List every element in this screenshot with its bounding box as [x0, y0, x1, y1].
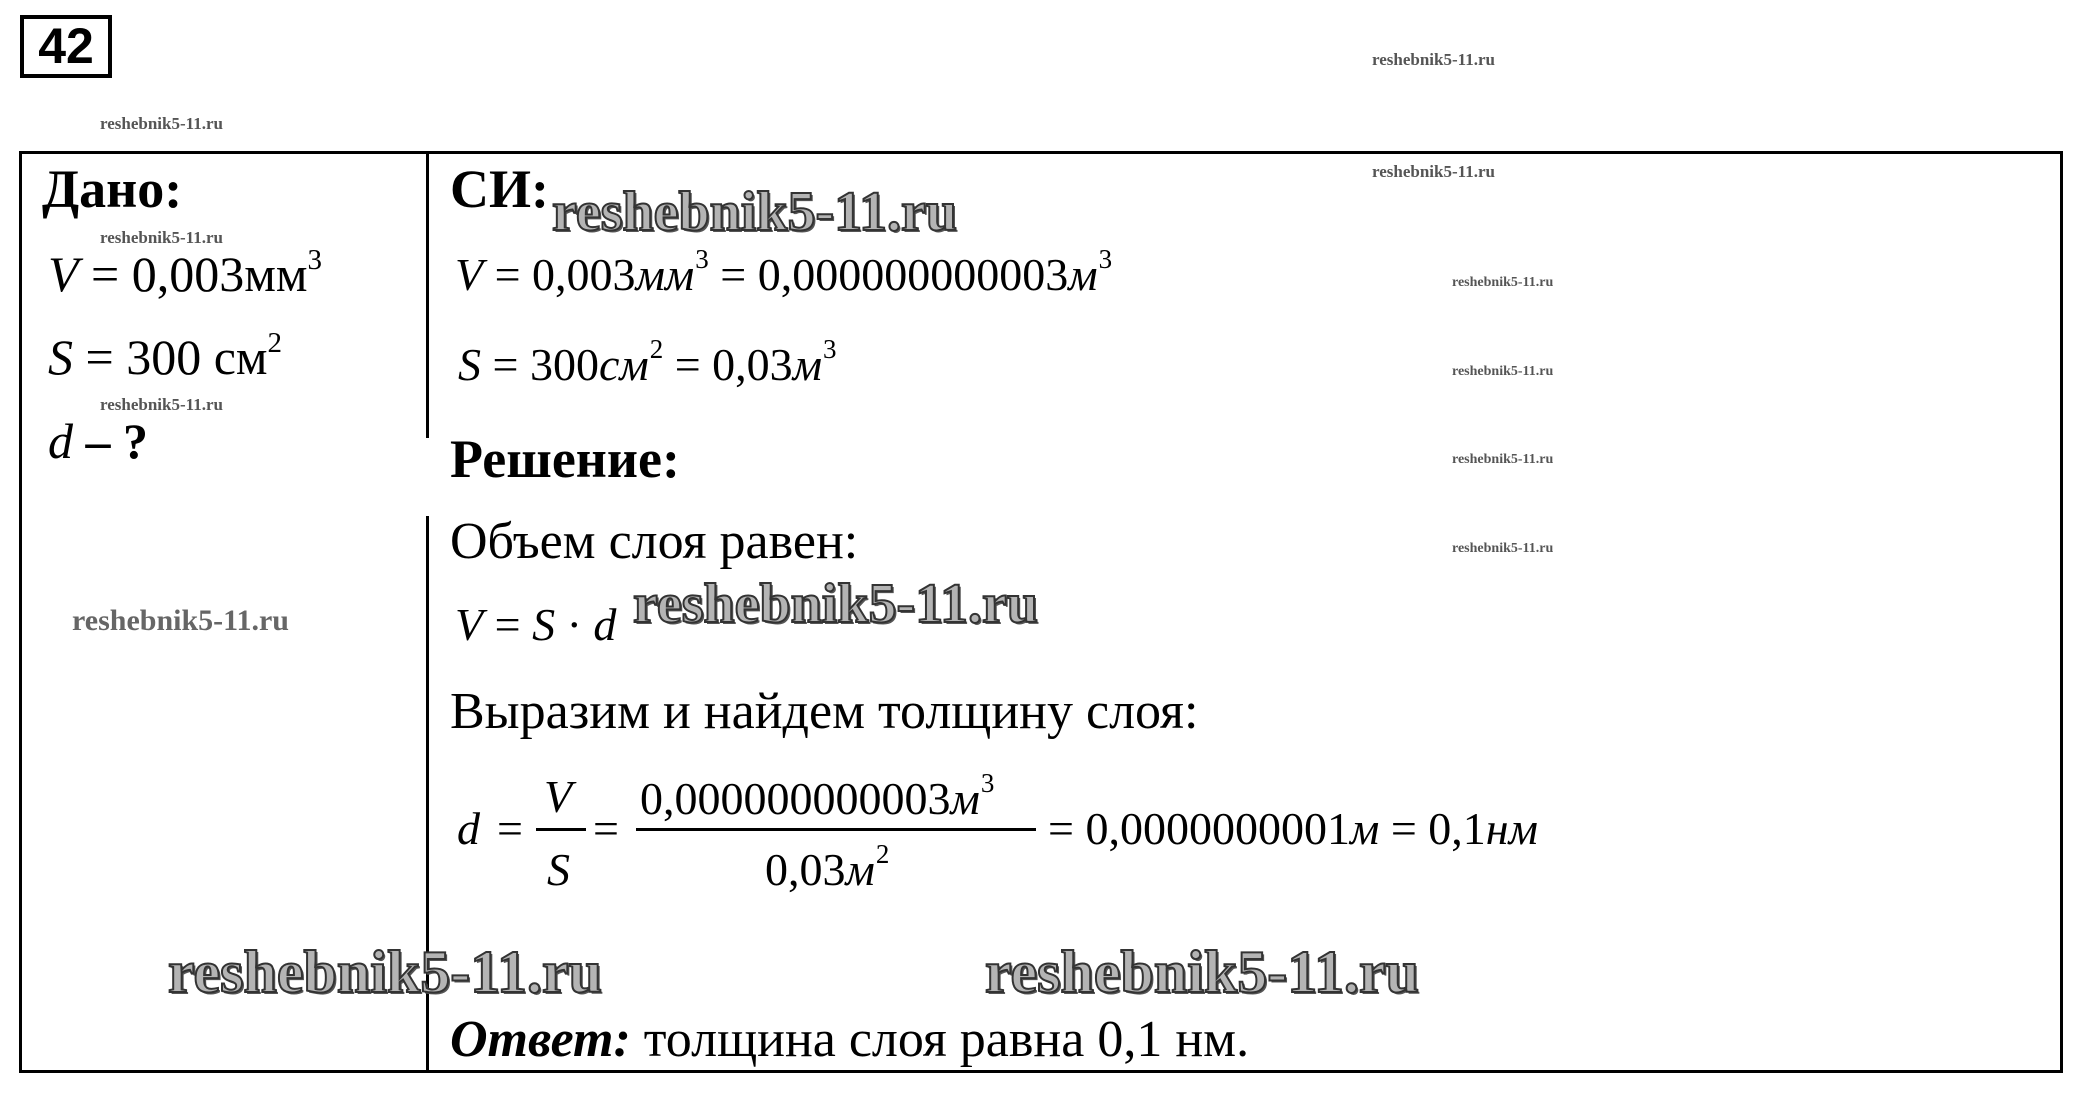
divider-gap: [426, 438, 429, 516]
given-area-var: S: [48, 329, 73, 385]
si-s-unit2: м: [792, 339, 823, 390]
si-s-rhs: = 0,03: [663, 339, 793, 390]
formula-v: V: [455, 599, 484, 650]
si-v-unit1: мм: [635, 249, 695, 300]
given-area: [48, 328, 282, 386]
formula2-eq1: =: [497, 803, 523, 854]
formula2-lhs: d: [457, 803, 480, 854]
frac2-numerator: [640, 768, 995, 825]
result2-value: = 0,1: [1379, 803, 1486, 854]
si-v-exp1: 3: [695, 244, 709, 274]
frac2-bar: [636, 828, 1036, 831]
watermark: reshebnik5-11.ru: [1372, 162, 1495, 181]
watermark: reshebnik5-11.ru: [1372, 50, 1495, 69]
frac1-numerator: V: [544, 771, 573, 822]
given-area-exp: 2: [267, 327, 283, 359]
given-unknown: [48, 412, 148, 470]
si-v-mid: = 0,003: [483, 249, 636, 300]
si-v-lhs: V: [455, 249, 484, 300]
watermark: reshebnik5-11.ru: [168, 939, 602, 1005]
given-volume-expr: = 0,003мм: [91, 246, 308, 302]
frac2-num-exp: 3: [980, 768, 995, 798]
given-volume: [48, 245, 322, 303]
watermark: reshebnik5-11.ru: [1452, 541, 1554, 556]
watermark: reshebnik5-11.ru: [100, 395, 223, 414]
watermark: reshebnik5-11.ru: [552, 181, 958, 243]
formula-dot: ·: [555, 599, 594, 650]
solution-text-1: Объем слоя равен:: [450, 513, 859, 570]
solution-text-2: Выразим и найдем толщину слоя:: [450, 683, 1199, 740]
answer-line: [450, 1010, 1249, 1069]
frac1-bar: [536, 828, 586, 831]
si-v-rhs: = 0,000000000003: [708, 249, 1069, 300]
si-area-line: [458, 334, 837, 391]
frac2-den-unit: м: [845, 844, 875, 895]
si-s-exp2: 3: [823, 334, 837, 364]
problem-number: 42: [20, 15, 112, 78]
si-s-lhs: S: [458, 339, 481, 390]
given-header: Дано:: [42, 159, 183, 219]
si-header: СИ:: [450, 159, 549, 219]
answer-label: Ответ:: [450, 1011, 631, 1068]
solution-header: Решение:: [450, 429, 680, 489]
frac2-denominator: [765, 839, 890, 896]
formula-eq: =: [483, 599, 533, 650]
watermark: reshebnik5-11.ru: [1452, 452, 1554, 467]
si-v-unit2: м: [1068, 249, 1098, 300]
column-divider: [426, 151, 429, 1073]
formula-d: d: [593, 599, 617, 650]
result2-unit: нм: [1485, 803, 1538, 854]
frac2-num-value: 0,000000000003: [640, 773, 951, 824]
given-volume-exp: 3: [307, 244, 323, 276]
watermark: reshebnik5-11.ru: [633, 573, 1039, 635]
si-s-mid: = 300: [481, 339, 599, 390]
watermark: reshebnik5-11.ru: [100, 114, 223, 133]
formula2-eq2: =: [593, 803, 619, 854]
given-volume-var: V: [48, 246, 79, 302]
watermark: reshebnik5-11.ru: [72, 604, 289, 637]
formula-volume: [455, 598, 616, 651]
formula2-result: [1048, 802, 1538, 855]
si-s-unit1: см: [598, 339, 649, 390]
frac2-num-unit: м: [950, 773, 980, 824]
si-s-exp1: 2: [649, 334, 664, 364]
given-unknown-expr: – ?: [85, 413, 148, 469]
answer-text: толщина слоя равна 0,1 нм.: [630, 1011, 1250, 1068]
watermark: reshebnik5-11.ru: [1452, 364, 1554, 379]
si-volume-line: [455, 244, 1113, 301]
watermark: reshebnik5-11.ru: [100, 228, 223, 247]
given-unknown-var: d: [48, 413, 73, 469]
watermark: reshebnik5-11.ru: [985, 939, 1419, 1005]
result-value: = 0,0000000001: [1048, 803, 1350, 854]
given-area-expr: = 300 см: [85, 329, 268, 385]
frac2-den-value: 0,03: [765, 844, 846, 895]
frac1-denominator: S: [547, 844, 570, 895]
si-v-exp2: 3: [1098, 244, 1113, 274]
formula-s: S: [532, 599, 556, 650]
result-unit: м: [1349, 803, 1380, 854]
frac2-den-exp: 2: [875, 839, 890, 869]
watermark: reshebnik5-11.ru: [1452, 275, 1554, 290]
